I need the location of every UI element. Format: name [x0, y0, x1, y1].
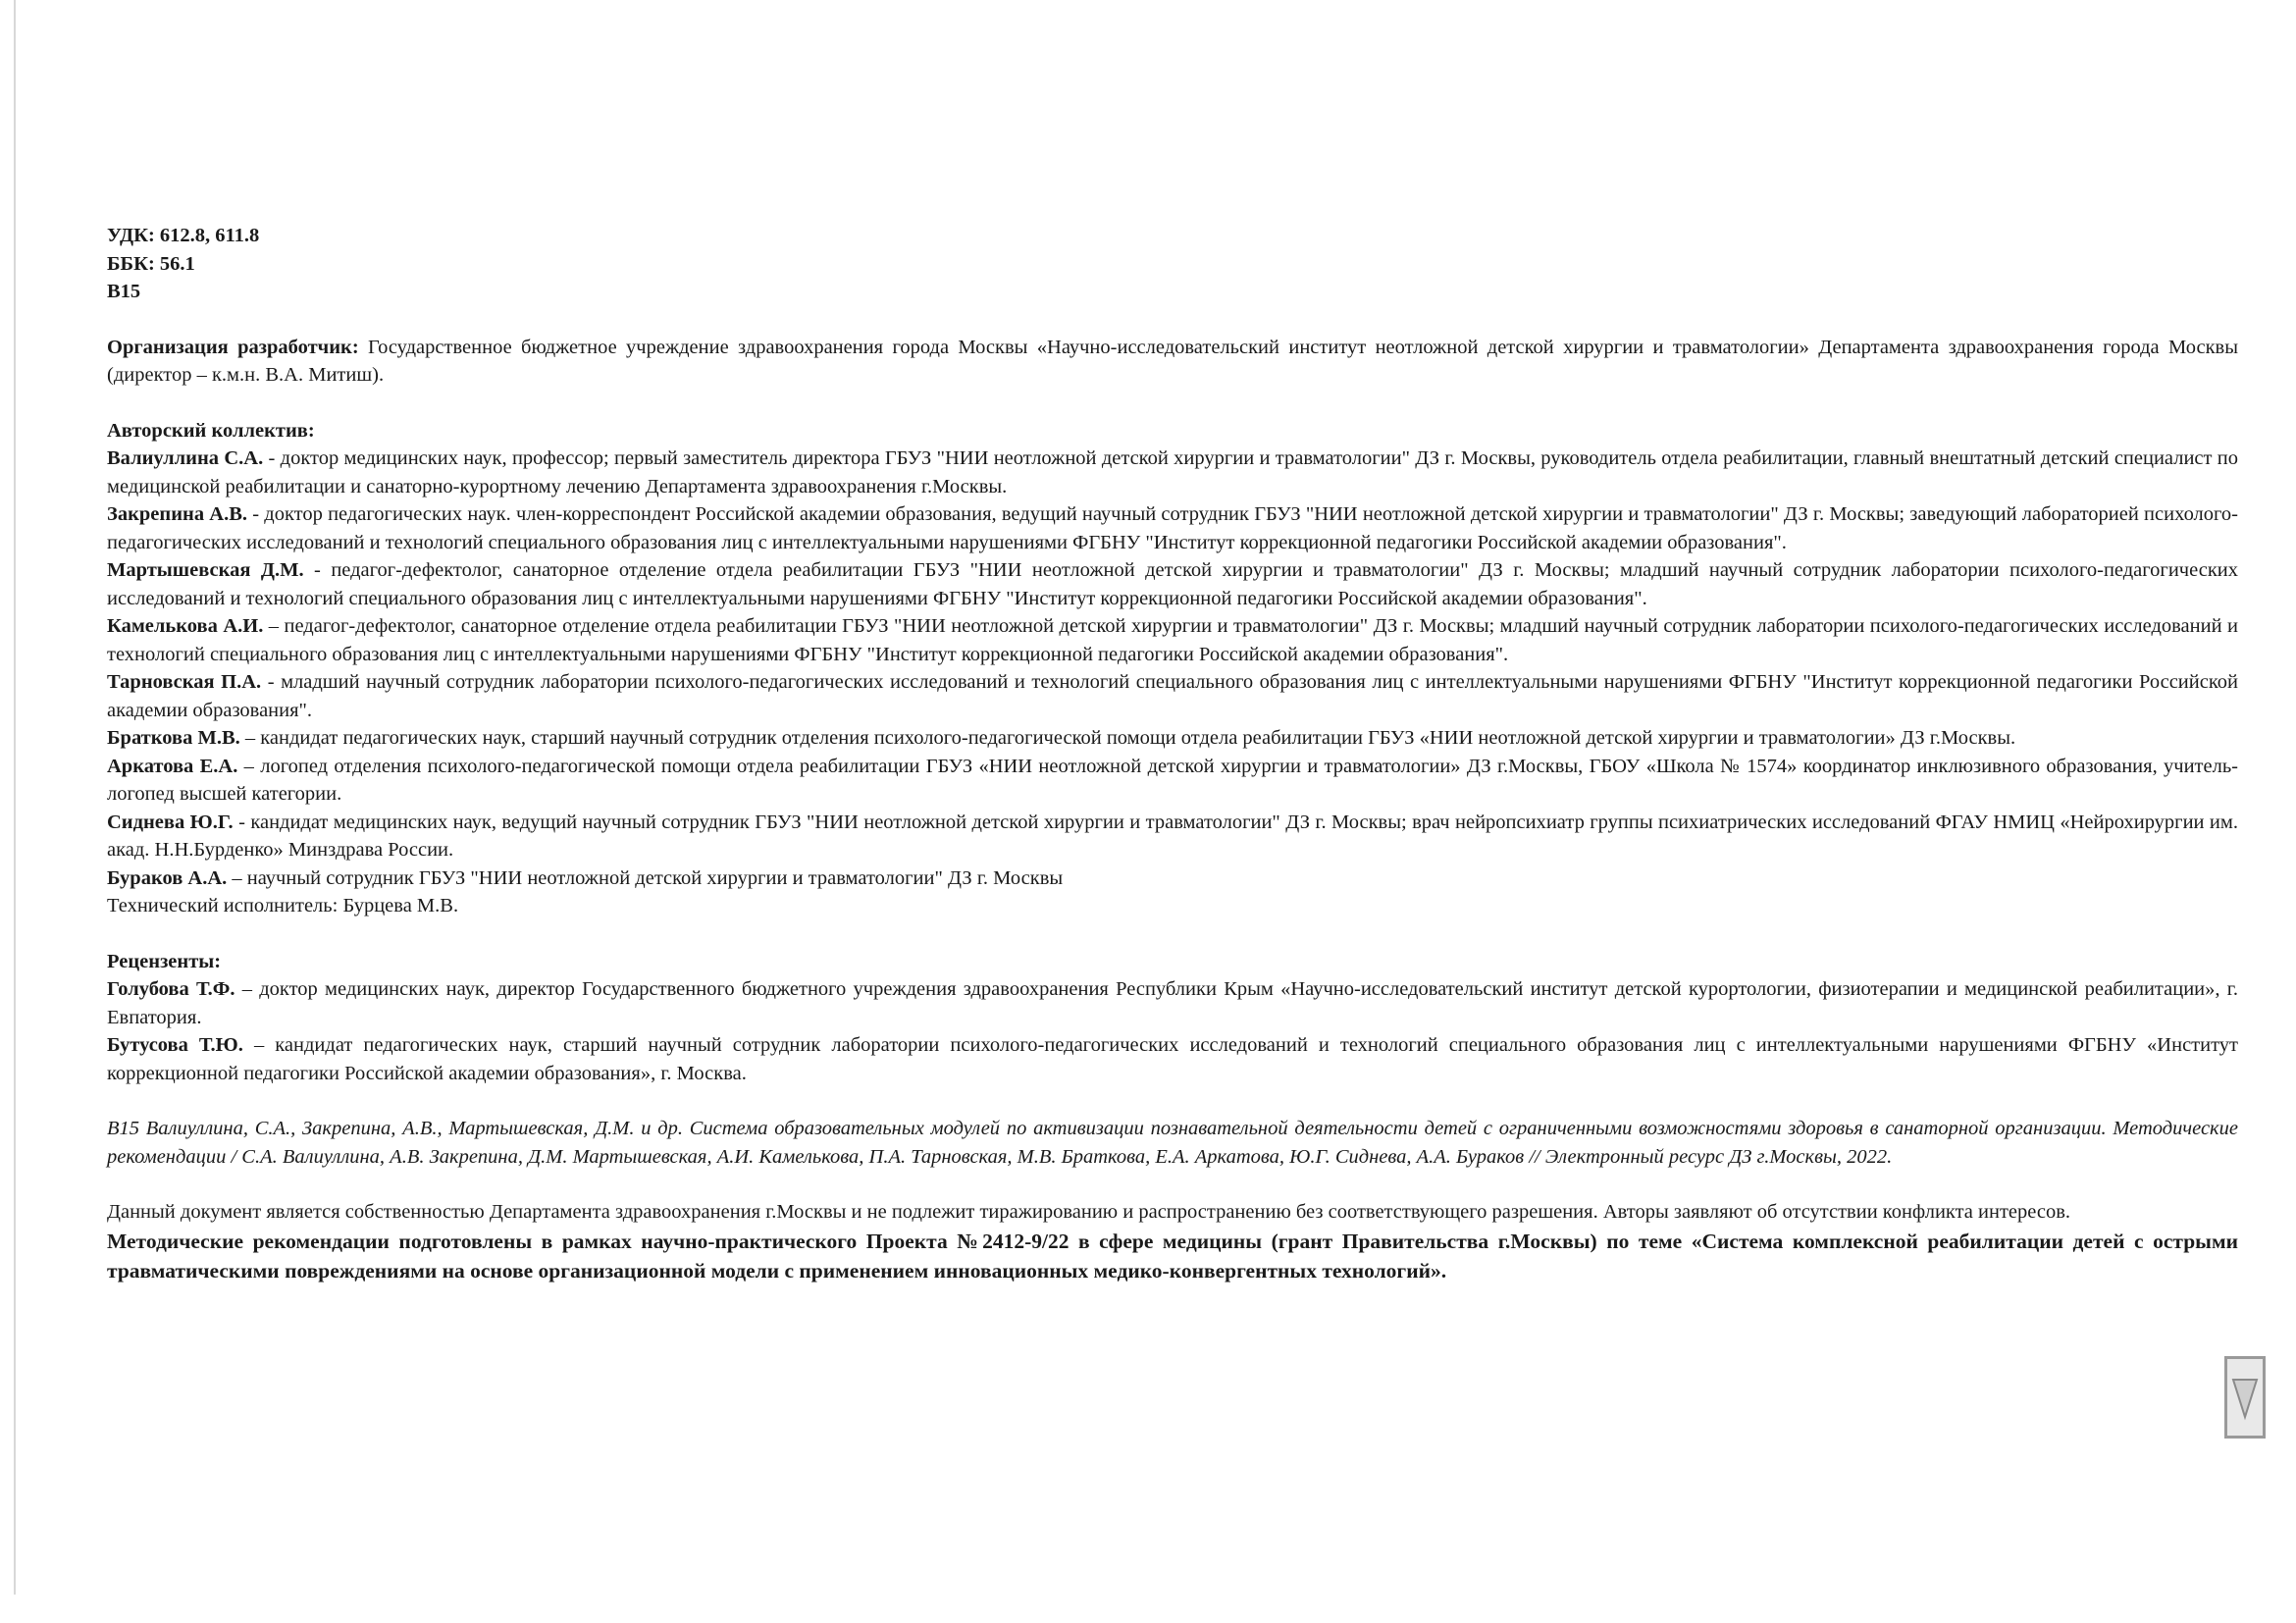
author-text: - доктор медицинских наук, профессор; первый заместитель директора ГБУЗ "НИИ неотложной детской хирургии и травматологии" ДЗ г. Москвы, руководитель отдела реабилитации, главный внештатный детский специалист по медицинской реабилитации и санаторно-курортному лечению Департамента здравоохранения г.Москвы. [107, 447, 2239, 497]
author-text: - педагог-дефектолог, санаторное отделение отдела реабилитации ГБУЗ "НИИ неотложной детской хирургии и травматологии" ДЗ г. Москвы; младший научный сотрудник лаборатории психолого-педагогических исследований и технологий специального образования лиц с интеллектуальными нарушениями ФГБНУ "Институт коррекционной педагогики Российской академии образования". [107, 559, 2238, 609]
author-entry [107, 809, 2238, 864]
author-name: Браткова М.В. [107, 727, 240, 749]
author-name: Валиуллина С.А. [107, 447, 264, 469]
author-name: Бураков А.А. [107, 866, 228, 889]
author-text: – кандидат педагогических наук, старший научный сотрудник отделения психолого-педагогической помощи отдела реабилитации ГБУЗ «НИИ неотложной детской хирургии и травматологии» ДЗ г.Москвы. [239, 727, 2016, 749]
grant-paragraph: Методические рекомендации подготовлены в рамках научно-практического Проекта №2412-9/22 в сфере медицины (грант Правительства г.Москвы) по теме «Система комплексной реабилитации детей с острыми травматическими повреждениями на основе организационной модели с применением инновационных медико-конвергентных технологий». [107, 1229, 2238, 1283]
author-text: – педагог-дефектолог, санаторное отделение отдела реабилитации ГБУЗ "НИИ неотложной детской хирургии и травматологии" ДЗ г. Москвы; младший научный сотрудник лаборатории психолого-педагогических исследований и технологий специального образования лиц с интеллектуальными нарушениями ФГБНУ "Институт коррекционной педагогики Российской академии образования". [107, 615, 2239, 665]
author-entry [107, 753, 2238, 809]
organization-paragraph [107, 334, 2238, 390]
author-entry [107, 445, 2238, 500]
bbk-line: ББК: 56.1 [107, 252, 195, 275]
technical-executor: Технический исполнитель: Бурцева М.В. [107, 895, 459, 916]
reviewer-entry [107, 1031, 2238, 1087]
author-text: - доктор педагогических наук. член-корреспондент Российской академии образования, ведущий научный сотрудник ГБУЗ "НИИ неотложной детской хирургии и травматологии" ДЗ г. Москвы; заведующий лабораторией психолого-педагогических исследований и технологий специального образования лиц с интеллектуальными нарушениями ФГБНУ "Институт коррекционной педагогики Российской академии образования". [107, 503, 2239, 553]
ownership-notice: Данный документ является собственностью Департамента здравоохранения г.Москвы и не подлежит тиражированию и распространению без соответствующего разрешения. Авторы заявляют об отсутствии конфликта интересов. [107, 1201, 2071, 1223]
author-entry [107, 500, 2238, 556]
reviewer-text: – доктор медицинских наук, директор Государственного бюджетного учреждения здравоохранения Республики Крым «Научно-исследовательский институт детской курортологии, физиотерапии и медицинской реабилитации», г. Евпатория. [107, 978, 2238, 1028]
citation-paragraph: В15 Валиуллина, С.А., Закрепина, А.В., Мартышевская, Д.М. и др. Система образовательных модулей по активизации познавательной деятельности детей с ограниченными возможностями здоровья в санаторной организации. Методические рекомендации / С.А. Валиуллина, А.В. Закрепина, Д.М. Мартышевская, А.И. Камелькова, П.А. Тарновская, М.В. Браткова, Е.А. Аркатова, Ю.Г. Сиднева, А.А. Бураков // Электронный ресурс ДЗ г.Москвы, 2022. [107, 1118, 2238, 1168]
author-name: Камелькова А.И. [107, 615, 264, 637]
author-name: Мартышевская Д.М. [107, 559, 304, 581]
reviewer-text: – кандидат педагогических наук, старший научный сотрудник лаборатории психолого-педагогических исследований и технологий специального образования лиц с интеллектуальными нарушениями ФГБНУ «Институт коррекционной педагогики Российской академии образования», г. Москва. [107, 1034, 2238, 1084]
author-name: Закрепина А.В. [107, 503, 248, 525]
author-entry [107, 668, 2238, 724]
author-name: Тарновская П.А. [107, 671, 262, 693]
author-text: - младший научный сотрудник лаборатории психолого-педагогических исследований и технологий специального образования лиц с интеллектуальными нарушениями ФГБНУ "Институт коррекционной педагогики Российской академии образования". [107, 671, 2238, 721]
document-content [107, 222, 2238, 1285]
author-entry [107, 724, 2238, 753]
author-text: – научный сотрудник ГБУЗ "НИИ неотложной детской хирургии и травматологии" ДЗ г. Москвы [227, 866, 1064, 889]
reviewer-name: Бутусова Т.Ю. [107, 1034, 243, 1056]
author-text: – логопед отделения психолого-педагогической помощи отдела реабилитации ГБУЗ «НИИ неотложной детской хирургии и травматологии» ДЗ г.Москвы, ГБОУ «Школа № 1574» координатор инклюзивного образования, учитель-логопед высшей категории. [107, 755, 2239, 805]
scroll-down-icon [2230, 1368, 2260, 1427]
author-entry [107, 864, 2238, 893]
author-entry [107, 612, 2238, 668]
reviewer-entry [107, 975, 2238, 1031]
scroll-down-button[interactable] [2224, 1356, 2266, 1439]
author-text: - кандидат медицинских наук, ведущий научный сотрудник ГБУЗ "НИИ неотложной детской хирургии и травматологии" ДЗ г. Москвы; врач нейропсихиатр группы психиатрических исследований ФГАУ НМИЦ «Нейрохирургии им. акад. Н.Н.Бурденко» Минздрава России. [107, 811, 2238, 861]
reviewers-heading: Рецензенты: [107, 950, 222, 972]
author-entry [107, 556, 2238, 612]
authors-heading: Авторский коллектив: [107, 419, 315, 442]
organization-text: Государственное бюджетное учреждение здравоохранения города Москвы «Научно-исследовательский институт неотложной детской хирургии и травматологии» Департамента здравоохранения города Москвы (директор – к.м.н. В.А. Митиш). [107, 336, 2238, 386]
code-line: В15 [107, 281, 141, 302]
organization-label: Организация разработчик: [107, 336, 359, 358]
author-name: Аркатова Е.А. [107, 755, 238, 777]
udk-line: УДК: 612.8, 611.8 [107, 225, 260, 246]
author-name: Сиднева Ю.Г. [107, 811, 234, 833]
reviewer-name: Голубова Т.Ф. [107, 978, 235, 1000]
page-edge [14, 0, 16, 1595]
